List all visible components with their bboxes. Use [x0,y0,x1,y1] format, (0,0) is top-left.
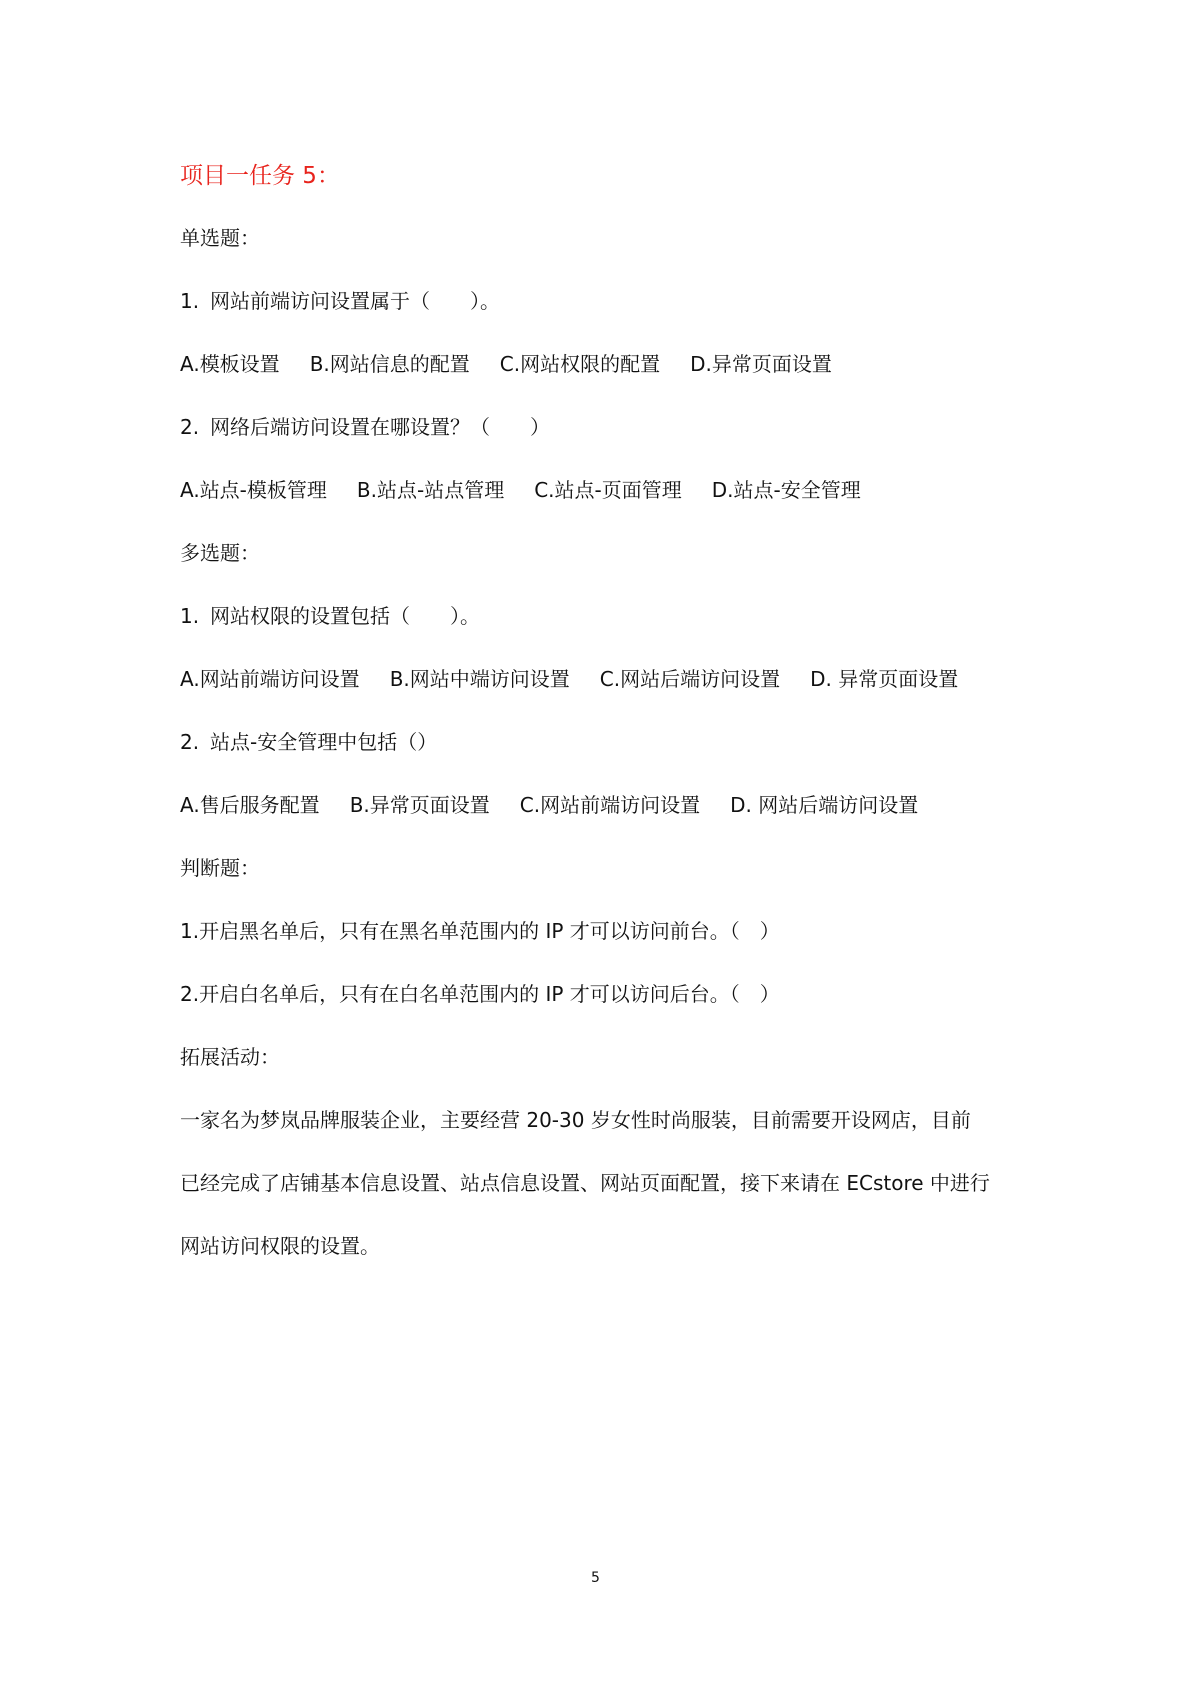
multiple-question-2-options [180,791,918,819]
single-question-1 [180,287,500,315]
option-b: B.网站中端访问设置 [389,667,570,691]
option-c: C.网站权限的配置 [499,352,661,376]
multiple-question-1 [180,602,480,630]
option-d: D.异常页面设置 [690,352,832,376]
option-a: A.售后服务配置 [180,793,320,817]
multiple-question-1-options [180,665,958,693]
option-a: A.网站前端访问设置 [180,667,360,691]
question-text: 网站前端访问设置属于（ ）。 [210,289,500,313]
question-number: 1. [180,289,200,313]
true-false-question-1: 1.开启黑名单后，只有在黑名单范围内的 IP 才可以访问前台。（ ） [180,919,780,943]
option-a: A.模板设置 [180,352,280,376]
option-b: B.网站信息的配置 [309,352,470,376]
option-c: C.网站后端访问设置 [599,667,781,691]
option-b: B.站点-站点管理 [356,478,505,502]
option-c: C.站点-页面管理 [534,478,682,502]
multiple-question-2 [180,728,437,756]
question-text: 网络后端访问设置在哪设置？（ ） [210,415,550,439]
true-false-heading: 判断题： [180,856,260,880]
extension-line-2: 已经完成了店铺基本信息设置、站点信息设置、网站页面配置，接下来请在 ECstore 中进行 [180,1171,990,1195]
extension-line-1: 一家名为梦岚品牌服装企业，主要经营 20-30 岁女性时尚服装，目前需要开设网店，目前 [180,1108,971,1132]
extension-heading: 拓展活动： [180,1045,280,1069]
extension-line-3: 网站访问权限的设置。 [180,1234,380,1258]
option-c: C.网站前端访问设置 [519,793,701,817]
single-question-1-options [180,350,832,378]
single-question-2 [180,413,550,441]
single-choice-heading: 单选题： [180,226,260,250]
multiple-choice-heading: 多选题： [180,541,260,565]
section-title: 项目一任务 5： [180,163,340,189]
option-d: D. 异常页面设置 [810,667,959,691]
true-false-question-2: 2.开启白名单后，只有在白名单范围内的 IP 才可以访问后台。（ ） [180,982,780,1006]
question-text: 站点-安全管理中包括（） [210,730,438,754]
option-d: D.站点-安全管理 [711,478,861,502]
single-question-2-options [180,476,861,504]
option-b: B.异常页面设置 [349,793,490,817]
page-number: 5 [591,1570,600,1586]
option-d: D. 网站后端访问设置 [730,793,919,817]
question-number: 2. [180,415,200,439]
option-a: A.站点-模板管理 [180,478,327,502]
question-number: 2. [180,730,200,754]
question-text: 网站权限的设置包括（ ）。 [210,604,480,628]
question-number: 1. [180,604,200,628]
